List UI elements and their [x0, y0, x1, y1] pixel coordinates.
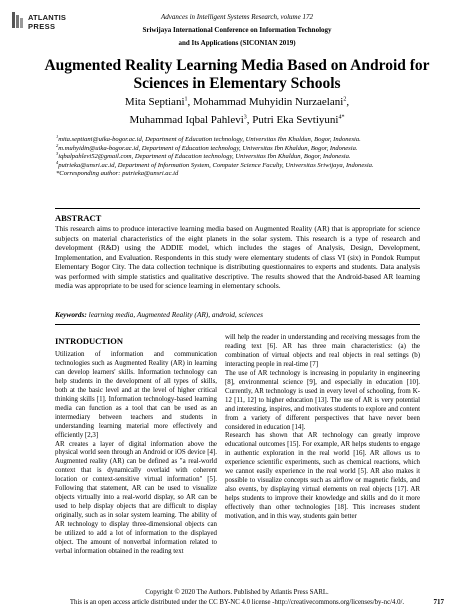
right-column	[225, 334, 420, 522]
author-sup: 2	[343, 96, 347, 103]
paragraph: Research has shown that AR technology can greatly improve educational outcomes [15]. For example, AR helps students to engage in authentic exploration in the real world [16]. AR allows us to experience scientific experiments, such as chemical reactions, which we cannot easily experience in the real world [5]. AR also makes it possible to visualize concepts such as airflow or magnetic fields, and also events, by displaying virtual elements on real objects [17]. AR helps students to improve their knowledge and skills and do it more effectively than other technologies [18]. This increases student motivation, and in this way, students gain better	[225, 432, 420, 521]
abstract-top-rule	[55, 208, 420, 209]
author-sup: 4*	[338, 114, 345, 121]
logo-text-atlantis: ATLANTIS	[28, 13, 67, 22]
keywords	[55, 310, 420, 320]
page-number: 717	[433, 598, 444, 606]
introduction-heading: INTRODUCTION	[55, 336, 124, 346]
author-name: Mohammad Muhyidin Nurzaelani	[193, 96, 344, 108]
paragraph: The use of AR technology is increasing in popularity in engineering [8], environmental science [9], and especially in education [10]. Currently, AR technology is used in every level of schooling, from K-12 [11, 12] to higher education [13]. The use of AR is very potential and interesting, inspires, and motivates students to explore and content from a variety of different perspectives that have never been considered in education [14].	[225, 369, 421, 431]
keywords-label: Keywords:	[55, 310, 87, 319]
author-sup: 1	[184, 96, 188, 103]
abstract-text: This research aims to produce interactive learning media based on Augmented Reality (AR) that is appropriate for science subjects on material characteristics of the eight planets in the solar system. This research is a type of research and development (R&D) using the ADDIE model, which includes the stages of Analysis, Design, Development, Implementation, and Evaluation. Respondents in this study were elementary students of class VI (six) in Pondok Rumput Elementary Bogor City. The data collection technique is distributing questionnaires to experts and students. Data analysis was performed with simple statistics and qualitative descriptive. The results showed that the Android-based AR learning media was appropriate to be used for science learning in elementary schools.	[55, 224, 420, 290]
keywords-list: learning media, Augmented Reality (AR), android, sciences	[88, 310, 264, 319]
abstract-bottom-rule	[55, 324, 420, 325]
author-name: Mita Septiani	[124, 96, 185, 108]
logo-text-press: PRESS	[28, 22, 56, 31]
author-name: Putri Eka Sevtiyuni	[252, 114, 339, 126]
license-notice: This is an open access article distributed under the CC BY-NC 4.0 license -http://creativecommons.org/licenses/by-nc/4.0/.	[69, 599, 405, 606]
affiliation-item: $^2$m.muhyidin@uika-bogor.ac.id, Department of Education technology, Universitas Ibn Khaldun, Bogor, Indonesia.	[56, 142, 358, 152]
conference-name-line1: Sriwijaya International Conference on Information Technology	[142, 26, 332, 34]
authors-line1: Mita Septiani$^1$, Mohammad Muhyidin Nurzaelani$^2$,	[124, 96, 350, 108]
corresponding-author: *Corresponding author: putrieka@unsri.ac.id	[56, 170, 179, 178]
author-sup: 3	[243, 114, 247, 121]
paragraph: Utilization of information and communication technologies such as Augmented Reality (AR) in learning can develop learners' skills. Information technology can help students in the development of all types of skills, both at the basic level and at the level of higher critical thinking skills [1]. Information technology-based learning media can function as a tool that can be used as an intermediary between teachers and students in understanding learning material more effectively and efficiently [2,3]	[55, 351, 217, 439]
left-column	[55, 351, 217, 557]
affiliation-item: $^1$mita.septiani@uika-bogor.ac.id, Department of Education technology, Universitas Ibn Khaldun, Bogor, Indonesia.	[56, 133, 361, 143]
paper-title: Augmented Reality Learning Media Based on Android for Sciences in Elementary Schools	[44, 57, 430, 92]
series-title: Advances in Intelligent Systems Research, volume 172	[161, 13, 313, 21]
paragraph: will help the reader in understanding and receiving messages from the reading text [6]. AR has three main characteristics: (a) the combination of virtual objects and real objects in real settings (b) interacting people in real-time [7]	[225, 334, 420, 368]
paragraph: AR creates a layer of digital information above the physical world seen through an Android or iOS device [4]. Augmented reality (AR) can be defined as "a real-world context that is dynamically overlaid with coherent location or context-sensitive virtual information" [5]. Following that statement, AR can be used to visualize objects virtually into a real-world display, so AR can be used to help display objects that are difficult to display originally, such as in solar system learning. The ability of AR technology to display three-dimensional objects can be utilized to add a lot of information to the displayed object. The amount of nonverbal information related to verbal information obtained in the reading text	[55, 440, 217, 555]
copyright-notice: Copyright © 2020 The Authors. Published by Atlantis Press SARL.	[145, 589, 329, 596]
abstract-heading: ABSTRACT	[55, 213, 102, 223]
authors-line2: Muhammad Iqbal Pahlevi$^3$, Putri Eka Sevtiyuni$^{4*}$	[129, 114, 345, 126]
author-name: Muhammad Iqbal Pahlevi	[129, 114, 244, 126]
affiliation-item: $^4$putrieka@unsri.ac.id, Department of Information System, Computer Science Faculty, Universitas Sriwijaya, Indonesia.	[56, 159, 374, 169]
affiliations	[56, 133, 436, 179]
conference-name-line2: and Its Applications (SICONIAN 2019)	[178, 39, 296, 47]
affiliation-item: $^3$iqbalpahlevi52@gmail.com, Department of Education technology, Universitas Ibn Khaldun, Bogor, Indonesia.	[56, 151, 351, 161]
